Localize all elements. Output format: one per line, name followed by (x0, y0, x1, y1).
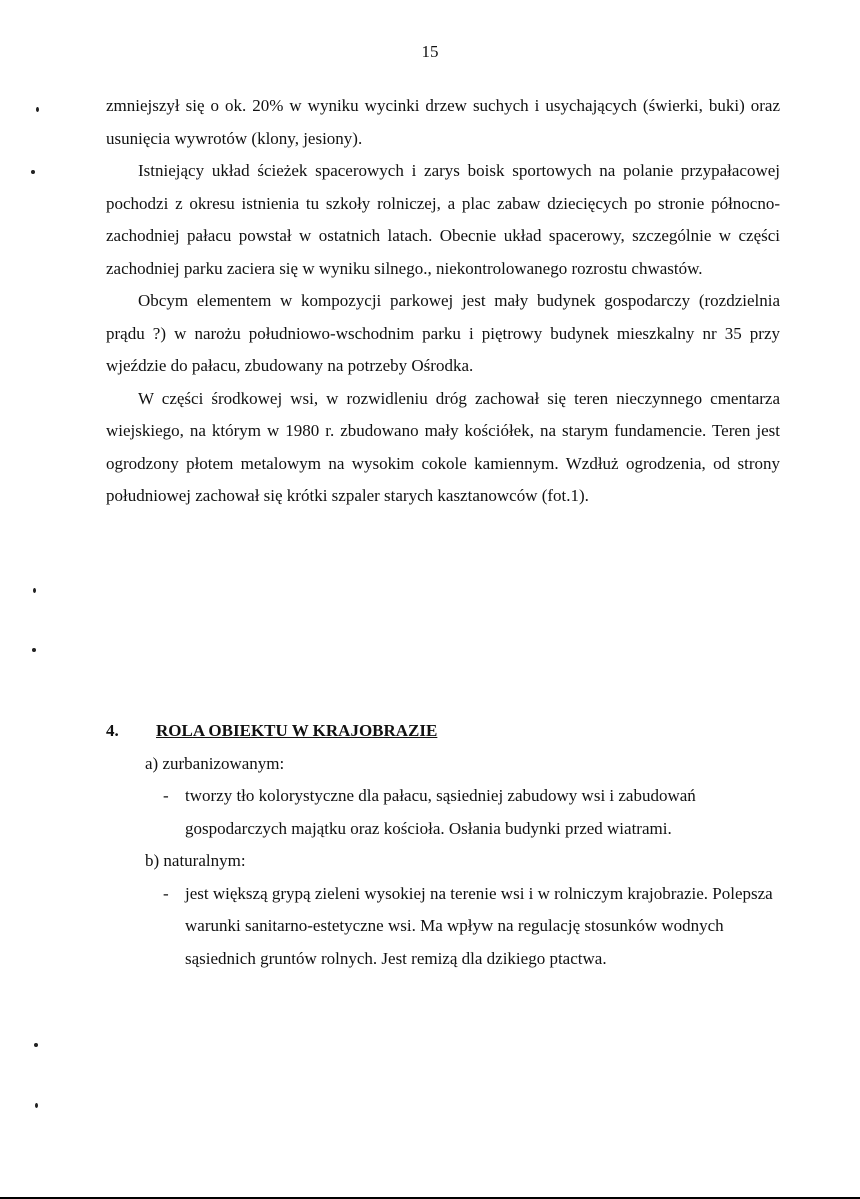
scan-speck (32, 648, 36, 652)
paragraph-foreign-elements: Obcym elementem w kompozycji parkowej jest mały budynek gospodarczy (rozdzielnia prądu ?) w narożu południowo-wschodnim parku i piętrowy budynek mieszkalny nr 35 przy wjeździe do pałacu, zbudowany na potrzeby Ośrodka. (106, 291, 780, 375)
sub-label-natural: b) naturalnym: (145, 851, 246, 870)
scan-speck (36, 107, 39, 112)
list-item (106, 878, 786, 976)
sub-label-urban: a) zurbanizowanym: (145, 753, 285, 773)
scan-speck (31, 170, 35, 174)
dash-marker: - (163, 883, 169, 903)
scan-speck (35, 1103, 38, 1108)
paragraph-cemetery: W części środkowej wsi, w rozwidleniu dróg zachował się teren nieczynnego cmentarza wiejskiego, na którym w 1980 r. zbudowano mały kościółek, na starym fundamencie. Teren jest ogrodzony płotem metalowym na wysokim cokole kamiennym. Wzdłuż ogrodzenia, od strony południowej zachował się krótki szpaler starych kasztanowców (fot.1). (106, 388, 780, 505)
section-heading (106, 715, 786, 748)
list-item-text: tworzy tło kolorystyczne dla pałacu, sąsiedniej zabudowy wsi i zabudowań gospodarczych majątku oraz kościoła. Osłania budynki przed wiatrami. (185, 786, 696, 838)
scan-speck (33, 588, 36, 593)
page-number: 15 (421, 42, 439, 61)
list-item (106, 780, 786, 845)
paragraph-continuation: zmniejszył się o ok. 20% w wyniku wycinki drzew suchych i usychających (świerki, buki) oraz usunięcia wywrotów (klony, jesiony). (106, 96, 780, 148)
section-title: ROLA OBIEKTU W KRAJOBRAZIE (156, 721, 438, 740)
scan-speck (34, 1043, 38, 1047)
dash-marker: - (163, 786, 169, 805)
body-text (106, 90, 780, 513)
list-item-text: jest większą grypą zieleni wysokiej na terenie wsi i w rolniczym krajobrazie. Polepsza warunki sanitarno-estetyczne wsi. Ma wpływ na regulację stosunków wodnych sąsiednich gruntów rolnych. Jest remizą dla dzikiego ptactwa. (185, 883, 773, 968)
section-number: 4. (106, 721, 119, 740)
section-landscape-role (106, 715, 786, 975)
paragraph-paths: Istniejący układ ścieżek spacerowych i zarys boisk sportowych na polanie przypałacowej pochodzi z okresu istnienia tu szkoły rolniczej, a plac zabaw dziecięcych po stronie północno-zachodniej pałacu powstał w ostatnich latach. Obecnie układ spacerowy, szczególnie w części zachodniej parku zaciera się w wyniku silnego., niekontrolowanego rozrostu chwastów. (106, 161, 780, 278)
